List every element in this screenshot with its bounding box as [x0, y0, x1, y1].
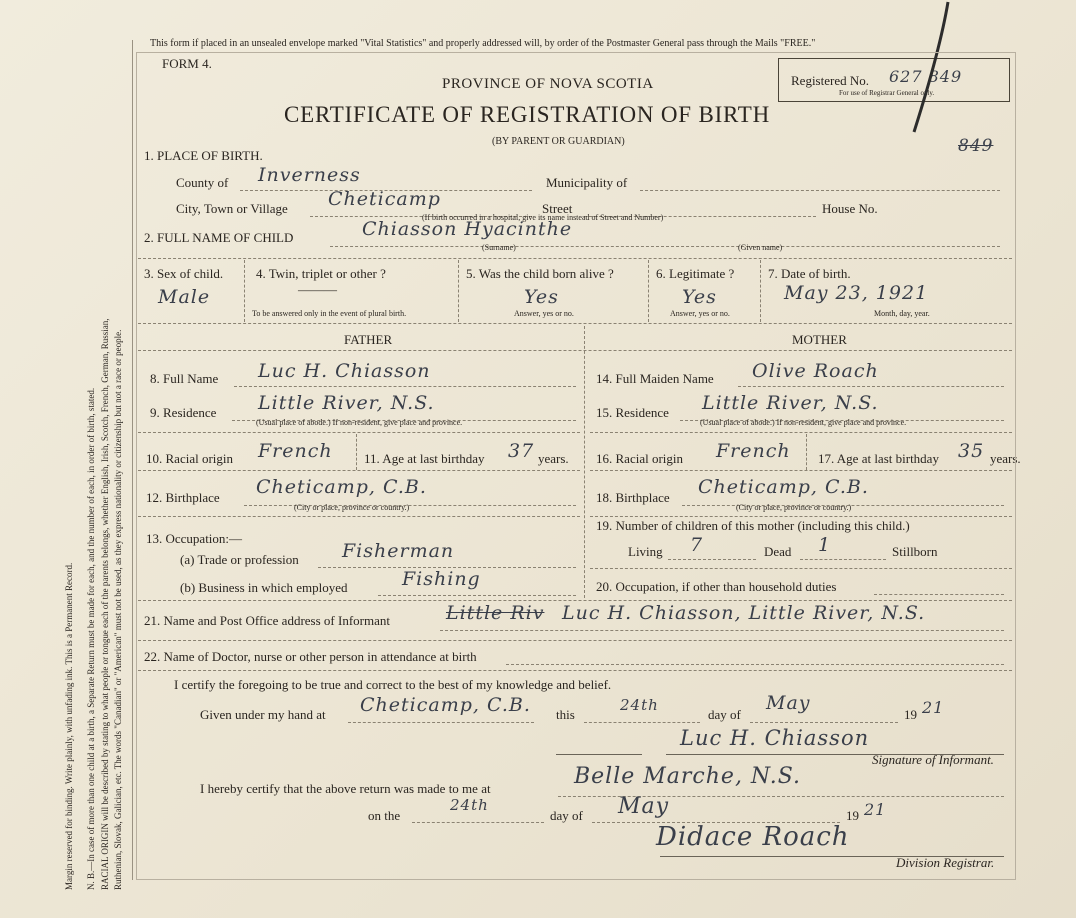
city-label: City, Town or Village [176, 201, 288, 216]
mother-residence-note: (Usual place of abode.) If non-resident, give place and province. [700, 418, 907, 427]
cert-year-prefix: 19 [904, 707, 917, 722]
municipality-label: Municipality of [546, 175, 628, 190]
given-name-note: (Given name) [738, 243, 783, 252]
father-residence-label: 9. Residence [150, 405, 217, 420]
mother-name-value: Olive Roach [752, 360, 879, 382]
legitimate-note: Answer, yes or no. [670, 309, 730, 318]
sex-value: Male [158, 286, 211, 308]
mother-birthplace-value: Cheticamp, C.B. [698, 476, 869, 498]
child-name-value: Chiasson Hyacinthe [362, 218, 573, 240]
dead-label: Dead [764, 544, 792, 559]
mother-age-label: 17. Age at last birthday [818, 451, 939, 466]
mother-age-value: 35 [958, 440, 985, 462]
cert-year-value: 21 [922, 698, 945, 717]
county-value: Inverness [258, 164, 361, 186]
business-value: Fishing [402, 568, 481, 590]
alive-value: Yes [524, 286, 559, 308]
division-registrar-label: Division Registrar. [896, 855, 995, 870]
mother-birthplace-note: (City or place, province or country.) [736, 503, 852, 512]
registrar-signature: Didace Roach [656, 822, 850, 852]
registrar-year-prefix: 19 [846, 808, 859, 823]
father-age-label: 11. Age at last birthday [364, 451, 485, 466]
father-race-label: 10. Racial origin [146, 451, 234, 466]
margin-note-4: Ruthenian, Slovak, Galician, etc. The words "Canadian" or "American" must not be used, as they express nationality or citizenship but not a race or people. [113, 329, 123, 890]
alive-note: Answer, yes or no. [514, 309, 574, 318]
child-name-label: 2. FULL NAME OF CHILD [144, 230, 294, 245]
mother-birthplace-label: 18. Birthplace [596, 490, 670, 505]
living-label: Living [628, 544, 663, 559]
alive-label: 5. Was the child born alive ? [466, 266, 614, 281]
mother-occupation-label: 20. Occupation, if other than household duties [596, 579, 837, 594]
informant-value: Luc H. Chiasson, Little River, N.S. [562, 602, 926, 624]
registrar-place-value: Belle Marche, N.S. [574, 764, 802, 789]
trade-value: Fisherman [342, 540, 455, 562]
trade-label: (a) Trade or profession [180, 552, 299, 567]
registrar-day-value: 24th [450, 796, 489, 814]
margin-note-3: RACIAL ORIGIN will be described by stating to what people or tongue each of the parents belongs, whether English, Irish, Scotch, French, German, Russian, [100, 318, 110, 890]
registrar-month-value: May [618, 794, 670, 819]
struck-number: 849 [958, 136, 994, 156]
certify-statement: I certify the foregoing to be true and correct to the best of my knowledge and belief. [174, 677, 612, 692]
father-years-label: years. [538, 451, 569, 466]
registered-label: Registered No. [791, 73, 869, 88]
mother-residence-label: 15. Residence [596, 405, 669, 420]
children-count-label: 19. Number of children of this mother (including this child.) [596, 518, 910, 533]
form-border [136, 52, 1016, 880]
stillborn-label: Stillborn [892, 544, 938, 559]
form-number: FORM 4. [162, 56, 212, 71]
informant-label: 21. Name and Post Office address of Informant [144, 613, 390, 628]
father-residence-value: Little River, N.S. [258, 392, 435, 414]
this-label: this [556, 707, 575, 722]
father-occupation-label: 13. Occupation:— [146, 531, 243, 546]
father-heading: FATHER [344, 332, 393, 347]
father-name-value: Luc H. Chiasson [258, 360, 431, 382]
registered-number: 627 849 [889, 67, 963, 86]
mother-residence-value: Little River, N.S. [702, 392, 879, 414]
father-age-value: 37 [508, 440, 535, 462]
legitimate-value: Yes [682, 286, 717, 308]
province-heading: PROVINCE OF NOVA SCOTIA [442, 76, 654, 92]
mother-race-value: French [716, 440, 791, 462]
street-label: Street [542, 201, 573, 216]
county-label: County of [176, 175, 229, 190]
given-under-label: Given under my hand at [200, 707, 326, 722]
registrar-statement: I hereby certify that the above return was made to me at [200, 781, 491, 796]
mother-heading: MOTHER [792, 332, 847, 347]
doctor-label: 22. Name of Doctor, nurse or other person in attendance at birth [144, 649, 477, 664]
registrar-general-note: For use of Registrar General only. [839, 89, 935, 97]
city-value: Cheticamp [328, 188, 441, 210]
cert-month-value: May [766, 692, 811, 714]
twin-note: To be answered only in the event of plural birth. [252, 309, 407, 318]
informant-signature: Luc H. Chiasson [680, 726, 870, 750]
hospital-note: (If birth occurred in a hospital, give its name instead of Street and Number) [422, 213, 664, 222]
father-race-value: French [258, 440, 333, 462]
father-name-label: 8. Full Name [150, 371, 219, 386]
surname-note: (Surname) [482, 243, 516, 252]
informant-struck-text: Little Riv [446, 602, 545, 624]
place-of-birth-heading: 1. PLACE OF BIRTH. [144, 148, 263, 163]
father-birthplace-label: 12. Birthplace [146, 490, 220, 505]
margin-note-1: Margin reserved for binding. Write plainly, with unfading ink. This is a Permanent Record. [64, 562, 74, 890]
father-birthplace-value: Cheticamp, C.B. [256, 476, 427, 498]
dob-note: Month, day, year. [874, 309, 930, 318]
mother-years-label: years. [990, 451, 1021, 466]
registrar-day-of-label: day of [550, 808, 583, 823]
house-no-label: House No. [822, 201, 878, 216]
dead-value: 1 [818, 534, 832, 556]
dob-label: 7. Date of birth. [768, 266, 851, 281]
cert-day-value: 24th [620, 696, 659, 714]
certificate-subtitle: (BY PARENT OR GUARDIAN) [492, 136, 625, 147]
dob-value: May 23, 1921 [784, 282, 929, 304]
mother-race-label: 16. Racial origin [596, 451, 684, 466]
registrar-year-value: 21 [864, 800, 887, 819]
business-label: (b) Business in which employed [180, 580, 348, 595]
twin-label: 4. Twin, triplet or other ? [256, 266, 386, 281]
legitimate-label: 6. Legitimate ? [656, 266, 735, 281]
top-notice: This form if placed in an unsealed envelope marked "Vital Statistics" and properly addressed will, by order of the Postmaster General pass through the Mails "FREE." [150, 38, 816, 49]
certificate-title: CERTIFICATE OF REGISTRATION OF BIRTH [284, 102, 771, 127]
mother-name-label: 14. Full Maiden Name [596, 371, 714, 386]
on-the-label: on the [368, 808, 401, 823]
given-place-value: Cheticamp, C.B. [360, 694, 531, 716]
margin-rule [132, 40, 133, 880]
father-birthplace-note: (City or place, province or country.) [294, 503, 410, 512]
margin-note-2: N. B.—In case of more than one child at a birth, a Separate Return must be made for each, and the number of each, in order of birth, stated. [86, 387, 96, 890]
living-value: 7 [690, 534, 704, 556]
twin-value: ——— [298, 282, 337, 297]
signature-of-informant-label: Signature of Informant. [872, 752, 994, 767]
sex-label: 3. Sex of child. [144, 266, 224, 281]
cert-day-of-label: day of [708, 707, 741, 722]
father-residence-note: (Usual place of abode.) If non-resident, give place and province. [256, 418, 463, 427]
